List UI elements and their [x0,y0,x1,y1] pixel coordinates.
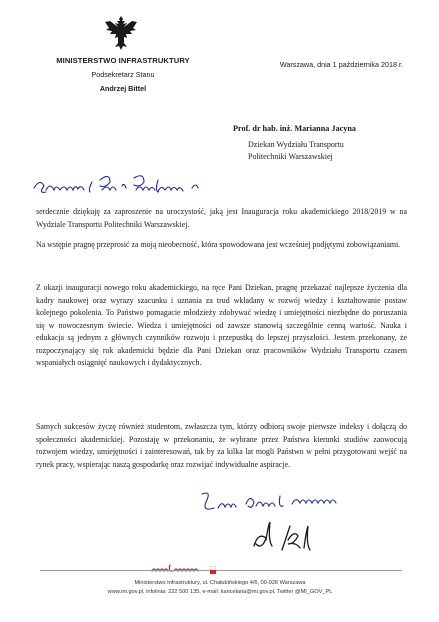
handwritten-salutation [30,170,210,200]
letterhead-name: Andrzej Bittel [99,84,147,93]
footer-address: Ministerstwo Infrastruktury, ul. Chałubińskiego 4/6, 00-928 Warszawa [134,580,306,586]
signature [248,520,348,556]
recipient-line-1: Dziekan Wydziału Transportu [248,140,344,149]
footer-rule [40,570,402,571]
body-paragraph-1: serdecznie dziękuję za zaproszenie na uroczystość, jaką jest Inauguracja roku akademickiego 2018/2019 w na Wydziale Transportu Politechniki Warszawskiej. [36,207,407,229]
recipient-line-2: Politechniki Warszawskiej [248,152,333,161]
footer-contact: www.mi.gov.pl, infolinia: 222 500 135, e-mail: kancelaria@mi.gov.pl, Twitter @MI_GOV_PL [107,589,333,595]
campaign-logo [150,561,206,575]
eagle-emblem-icon [104,14,138,52]
body-paragraph-3: Z okazji inauguracji nowego roku akademickiego, na ręce Pani Dziekan, pragnę przekazać najlepsze życzenia dla kadry naukowej oraz wyrazy szacunku i uznania za trud wkładany w rozwój wiedzy i kształtowanie postaw kolejnego pokolenia. To Państwo pomagacie młodzieży zdobywać wiedzę i umiejętności niezbędne do poruszania się w nowoczesnym świecie. Wiedza i umiejętności od zawsze stanowią szczególnie cenną wartość. Nauka i edukacja są jednym z głównych czynników rozwoju i przepustką do lepszej przyszłości. Jestem przekonany, że rozpoczynający się rok akademicki będzie dla Pani Dziekan oraz pracowników Wydziału Transportu czasem wspaniałych osiągnięć naukowych i dydaktycznych. [36,283,407,367]
handwritten-closing [196,486,366,518]
letterhead-organization: MINISTERSTWO INFRASTRUKTURY [56,56,190,65]
recipient-name: Prof. dr hab. inż. Marianna Jacyna [233,124,356,133]
body-paragraph-4: Samych sukcesów życzę również studentom, zwłaszcza tym, którzy odbiorą swoje pierwsze indeksy i dołączą do społeczności akademickiej. Pozostaję w przekonaniu, że wybrane przez Państwa kierunki studiów zaowocują rozwojem wiedzy, umiejętności i zainteresowań, tak by za kilka lat mogli Państwo w pełni przygotowani wejść na rynek pracy, wspierając naszą gospodarkę oraz rozwijać indywidualne aspiracje. [36,422,407,469]
flag-mark-icon [210,566,216,574]
body-paragraph-2: Na wstępie pragnę przeprosić za moją nieobecność, która spowodowana jest wcześniej podjętymi zobowiązaniami. [36,240,401,249]
date-line: Warszawa, dnia 1 października 2018 r. [279,60,403,69]
letterhead-role: Podsekretarz Stanu [91,70,155,79]
